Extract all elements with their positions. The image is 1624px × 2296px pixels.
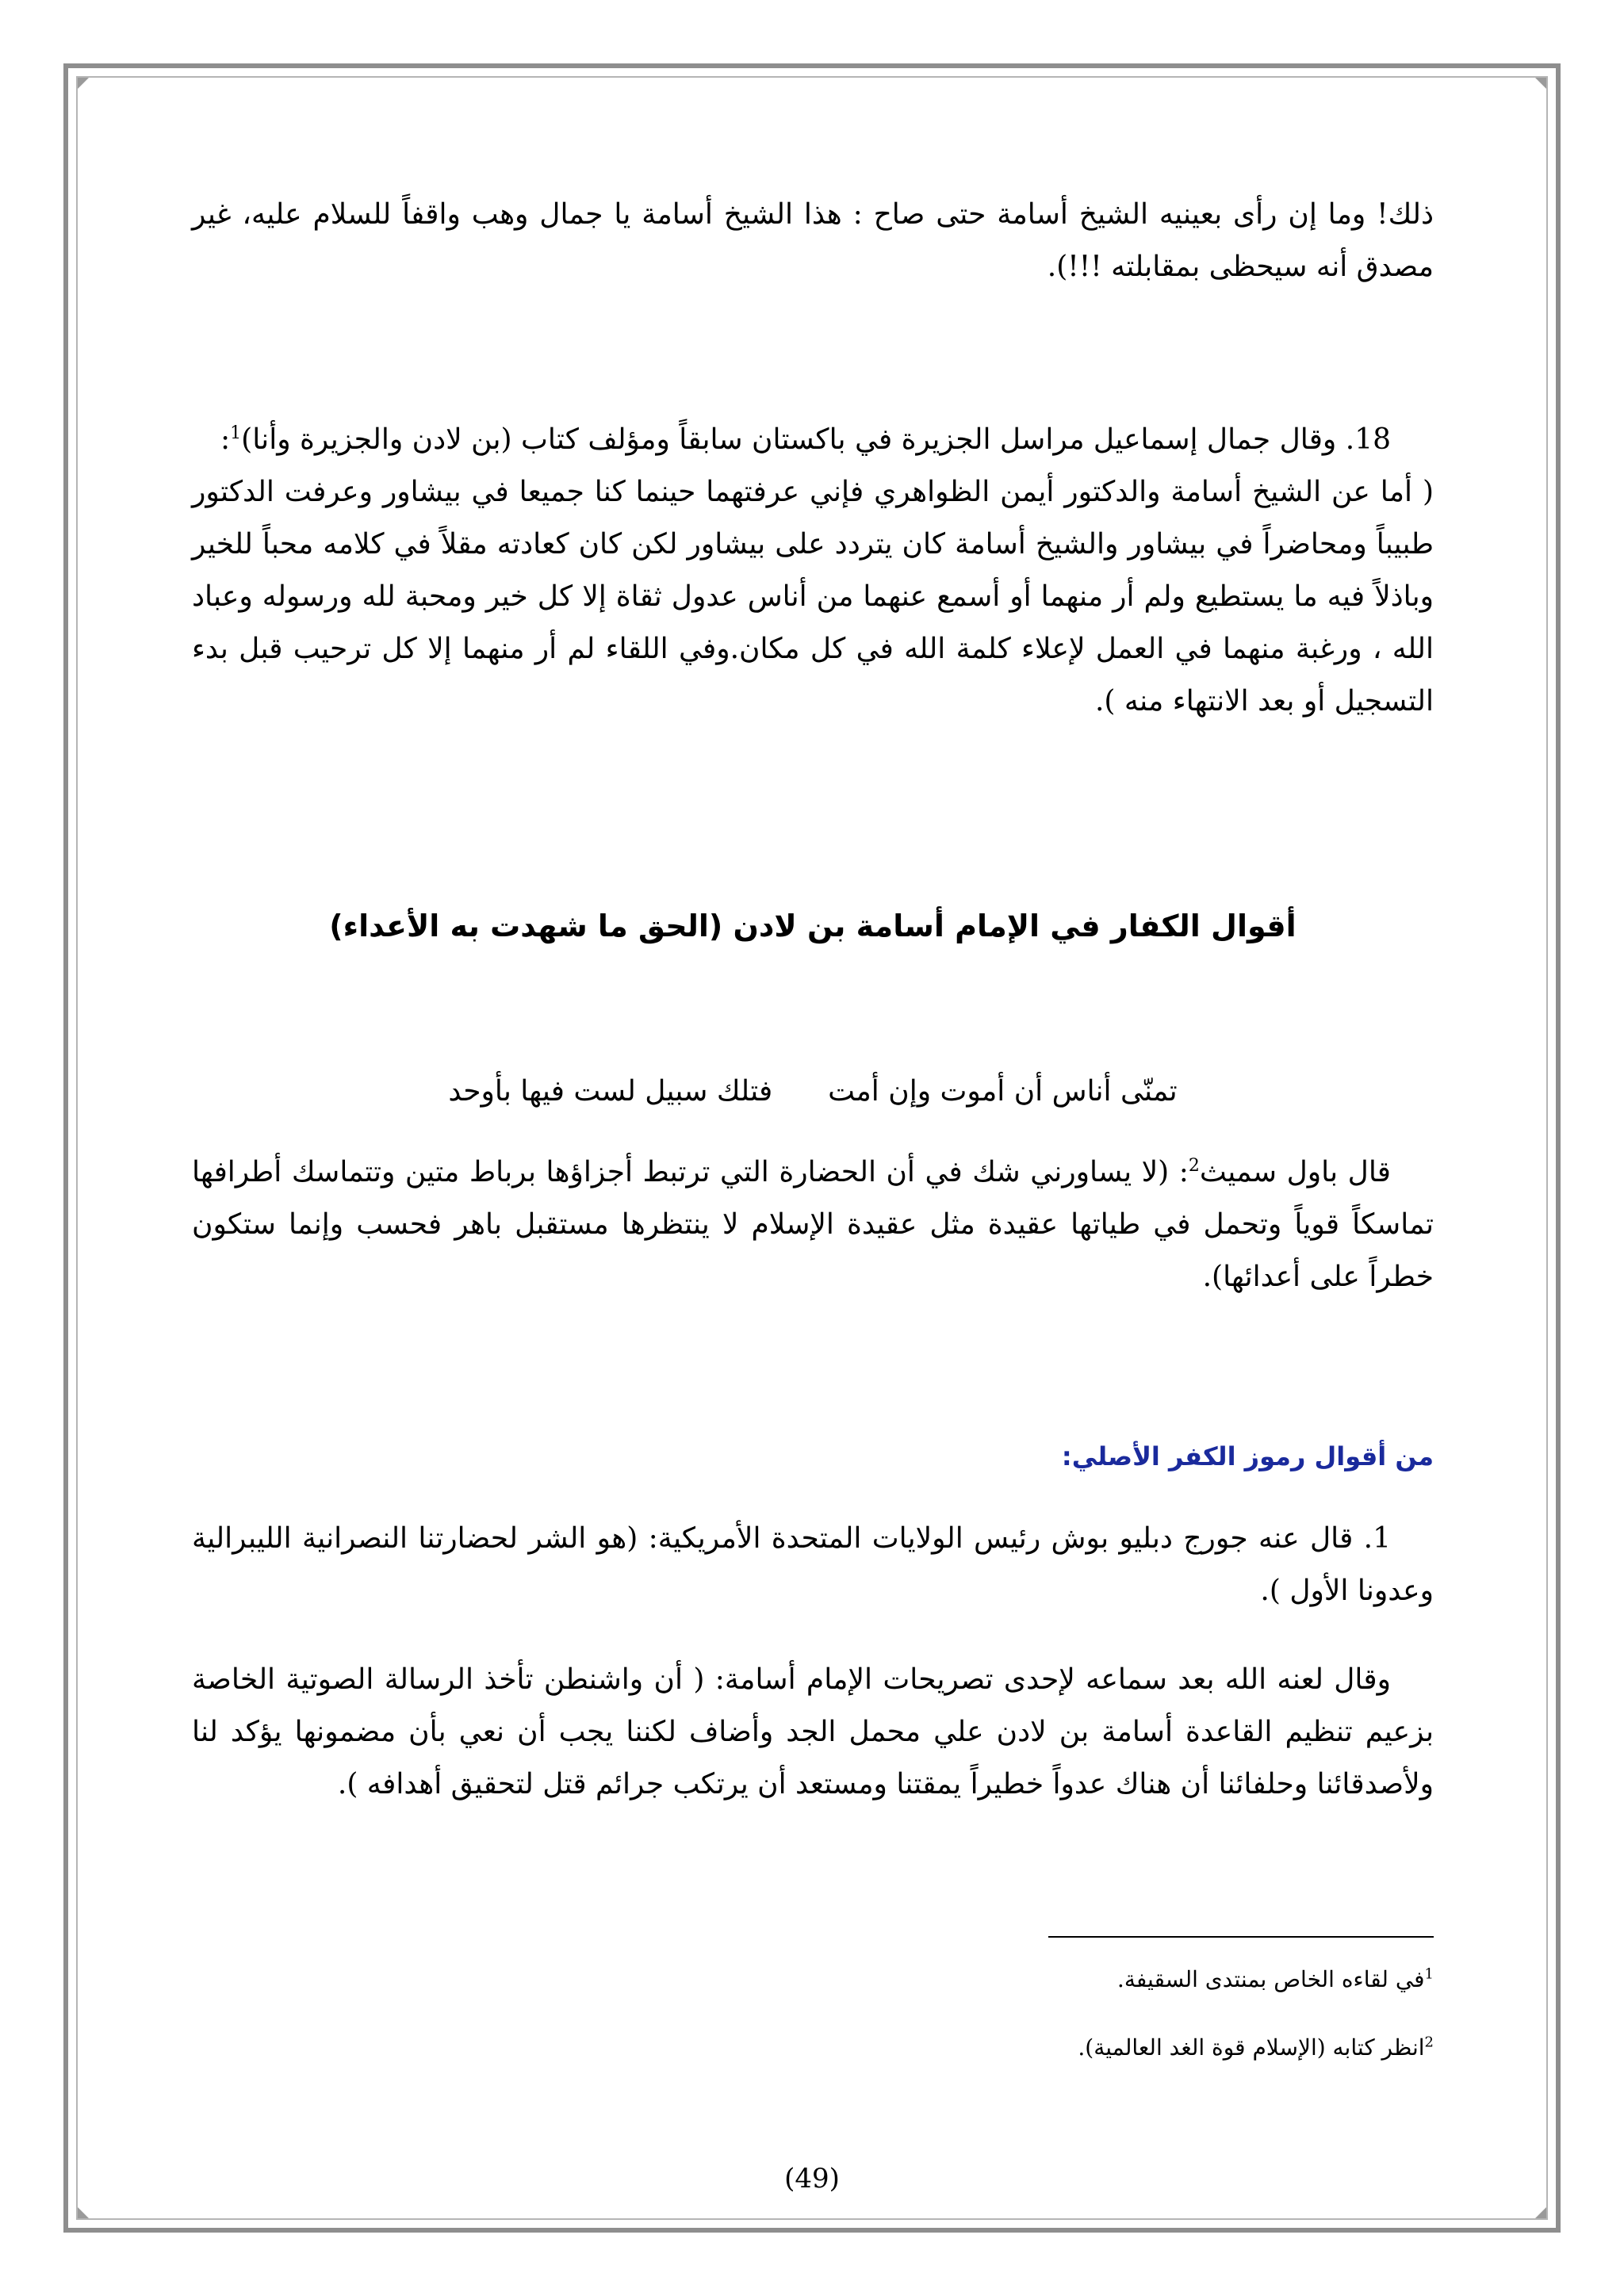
corner-ornament	[78, 78, 89, 89]
corner-ornament	[1535, 78, 1546, 89]
quote-section-bush-2	[192, 1654, 1434, 1811]
quote-text: : (لا يساورني شك في أن الحضارة التي ترتبط أجزاؤها برباط متين وتتماسك أطرافها تماسكاً قوياً وتحمل في طياتها عقيدة مثل عقيدة الإسلام لا ينتظرها مستقبل باهر فحسب وإنما ستكون خطراً على أعدائها).	[192, 1156, 1434, 1293]
paragraph-text: 18. وقال جمال إسماعيل مراسل الجزيرة في باكستان سابقاً ومؤلف كتاب (بن لادن والجزيرة وأنا)	[241, 423, 1391, 456]
quote-section-jamal	[192, 414, 1434, 728]
quote-section-bush	[192, 1513, 1434, 1617]
footnote-ref[interactable]: 2	[1188, 1156, 1200, 1176]
footnote-text: انظر كتابه (الإسلام قوة الغد العالمية).	[1078, 2034, 1425, 2061]
poem-hemistich-2: فتلك سبيل لست فيها بأوحد	[448, 1075, 773, 1108]
poem-hemistich-1: تمنّى أناس أن أموت وإن أمت	[828, 1075, 1178, 1108]
footnote-2	[192, 2034, 1434, 2061]
footnote-number: 2	[1424, 2034, 1434, 2051]
quote-text: ( أما عن الشيخ أسامة والدكتور أيمن الظواهري فإني عرفتهما حينما كنا جميعا في بيشاور وعرفت الدكتور طبيباً ومحاضراً في بيشاور والشيخ أسامة كان يتردد على بيشاور لكن كان كعادته مقلاً في كلامه محباً للخير وباذلاً فيه ما يستطيع ولم أر منهما أو أسمع عنهما من أناس عدول ثقاة إلا كل خير ومحبة لله ورسوله وعباد الله ، ورغبة منهما في العمل لإعلاء كلمة الله في كل مكان.وفي اللقاء لم أر منهما إلا كل ترحيب قبل بدء التسجيل أو بعد الانتهاء منه ).	[192, 476, 1434, 718]
footnote-1	[192, 1966, 1434, 1992]
main-heading: أقوال الكفار في الإمام أسامة بن لادن (الحق ما شهدت به الأعداء)	[329, 909, 1297, 943]
paragraph-continued	[192, 189, 1434, 293]
quote-section-smith	[192, 1146, 1434, 1303]
colon: :	[220, 423, 231, 456]
footnote-separator	[1048, 1936, 1434, 1938]
speaker: قال باول سميث	[1199, 1156, 1391, 1188]
page-number: (49)	[784, 2163, 840, 2195]
footnote-text: في لقاءه الخاص بمنتدى السقيفة.	[1116, 1966, 1425, 1992]
corner-ornament	[78, 2207, 89, 2218]
subsection-heading	[192, 1441, 1434, 1471]
footnote-ref[interactable]: 1	[230, 423, 242, 443]
paragraph-text: 1. قال عنه جورج دبليو بوش رئيس الولايات المتحدة الأمريكية: (هو الشر لحضارتنا النصرانية الليبرالية وعدونا الأول ).	[192, 1522, 1434, 1607]
poem-verse	[192, 1075, 1434, 1108]
corner-ornament	[1535, 2207, 1546, 2218]
paragraph-text: وقال لعنه الله بعد سماعه لإحدى تصريحات الإمام أسامة: ( أن واشنطن تأخذ الرسالة الصوتية الخاصة بزعيم تنظيم القاعدة أسامة بن لادن علي محمل الجد وأضاف لكننا يجب أن نعي بأن مضمونها يؤكد لنا ولأصدقائنا وحلفائنا أن هناك عدواً خطيراً يمقتنا ومستعد أن يرتكب جرائم قتل لتحقيق أهدافه ).	[192, 1663, 1434, 1800]
paragraph-text: ذلك! وما إن رأى بعينيه الشيخ أسامة حتى صاح : هذا الشيخ أسامة يا جمال وهب واقفاً للسلام عليه، غير مصدق أنه سيحظى بمقابلته !!!).	[192, 198, 1434, 283]
footnote-number: 1	[1424, 1965, 1434, 1983]
section-heading	[192, 909, 1434, 943]
sub-heading: من أقوال رموز الكفر الأصلي:	[1061, 1441, 1434, 1471]
paragraph-text	[192, 1146, 1434, 1303]
paragraph-intro	[192, 414, 1434, 466]
